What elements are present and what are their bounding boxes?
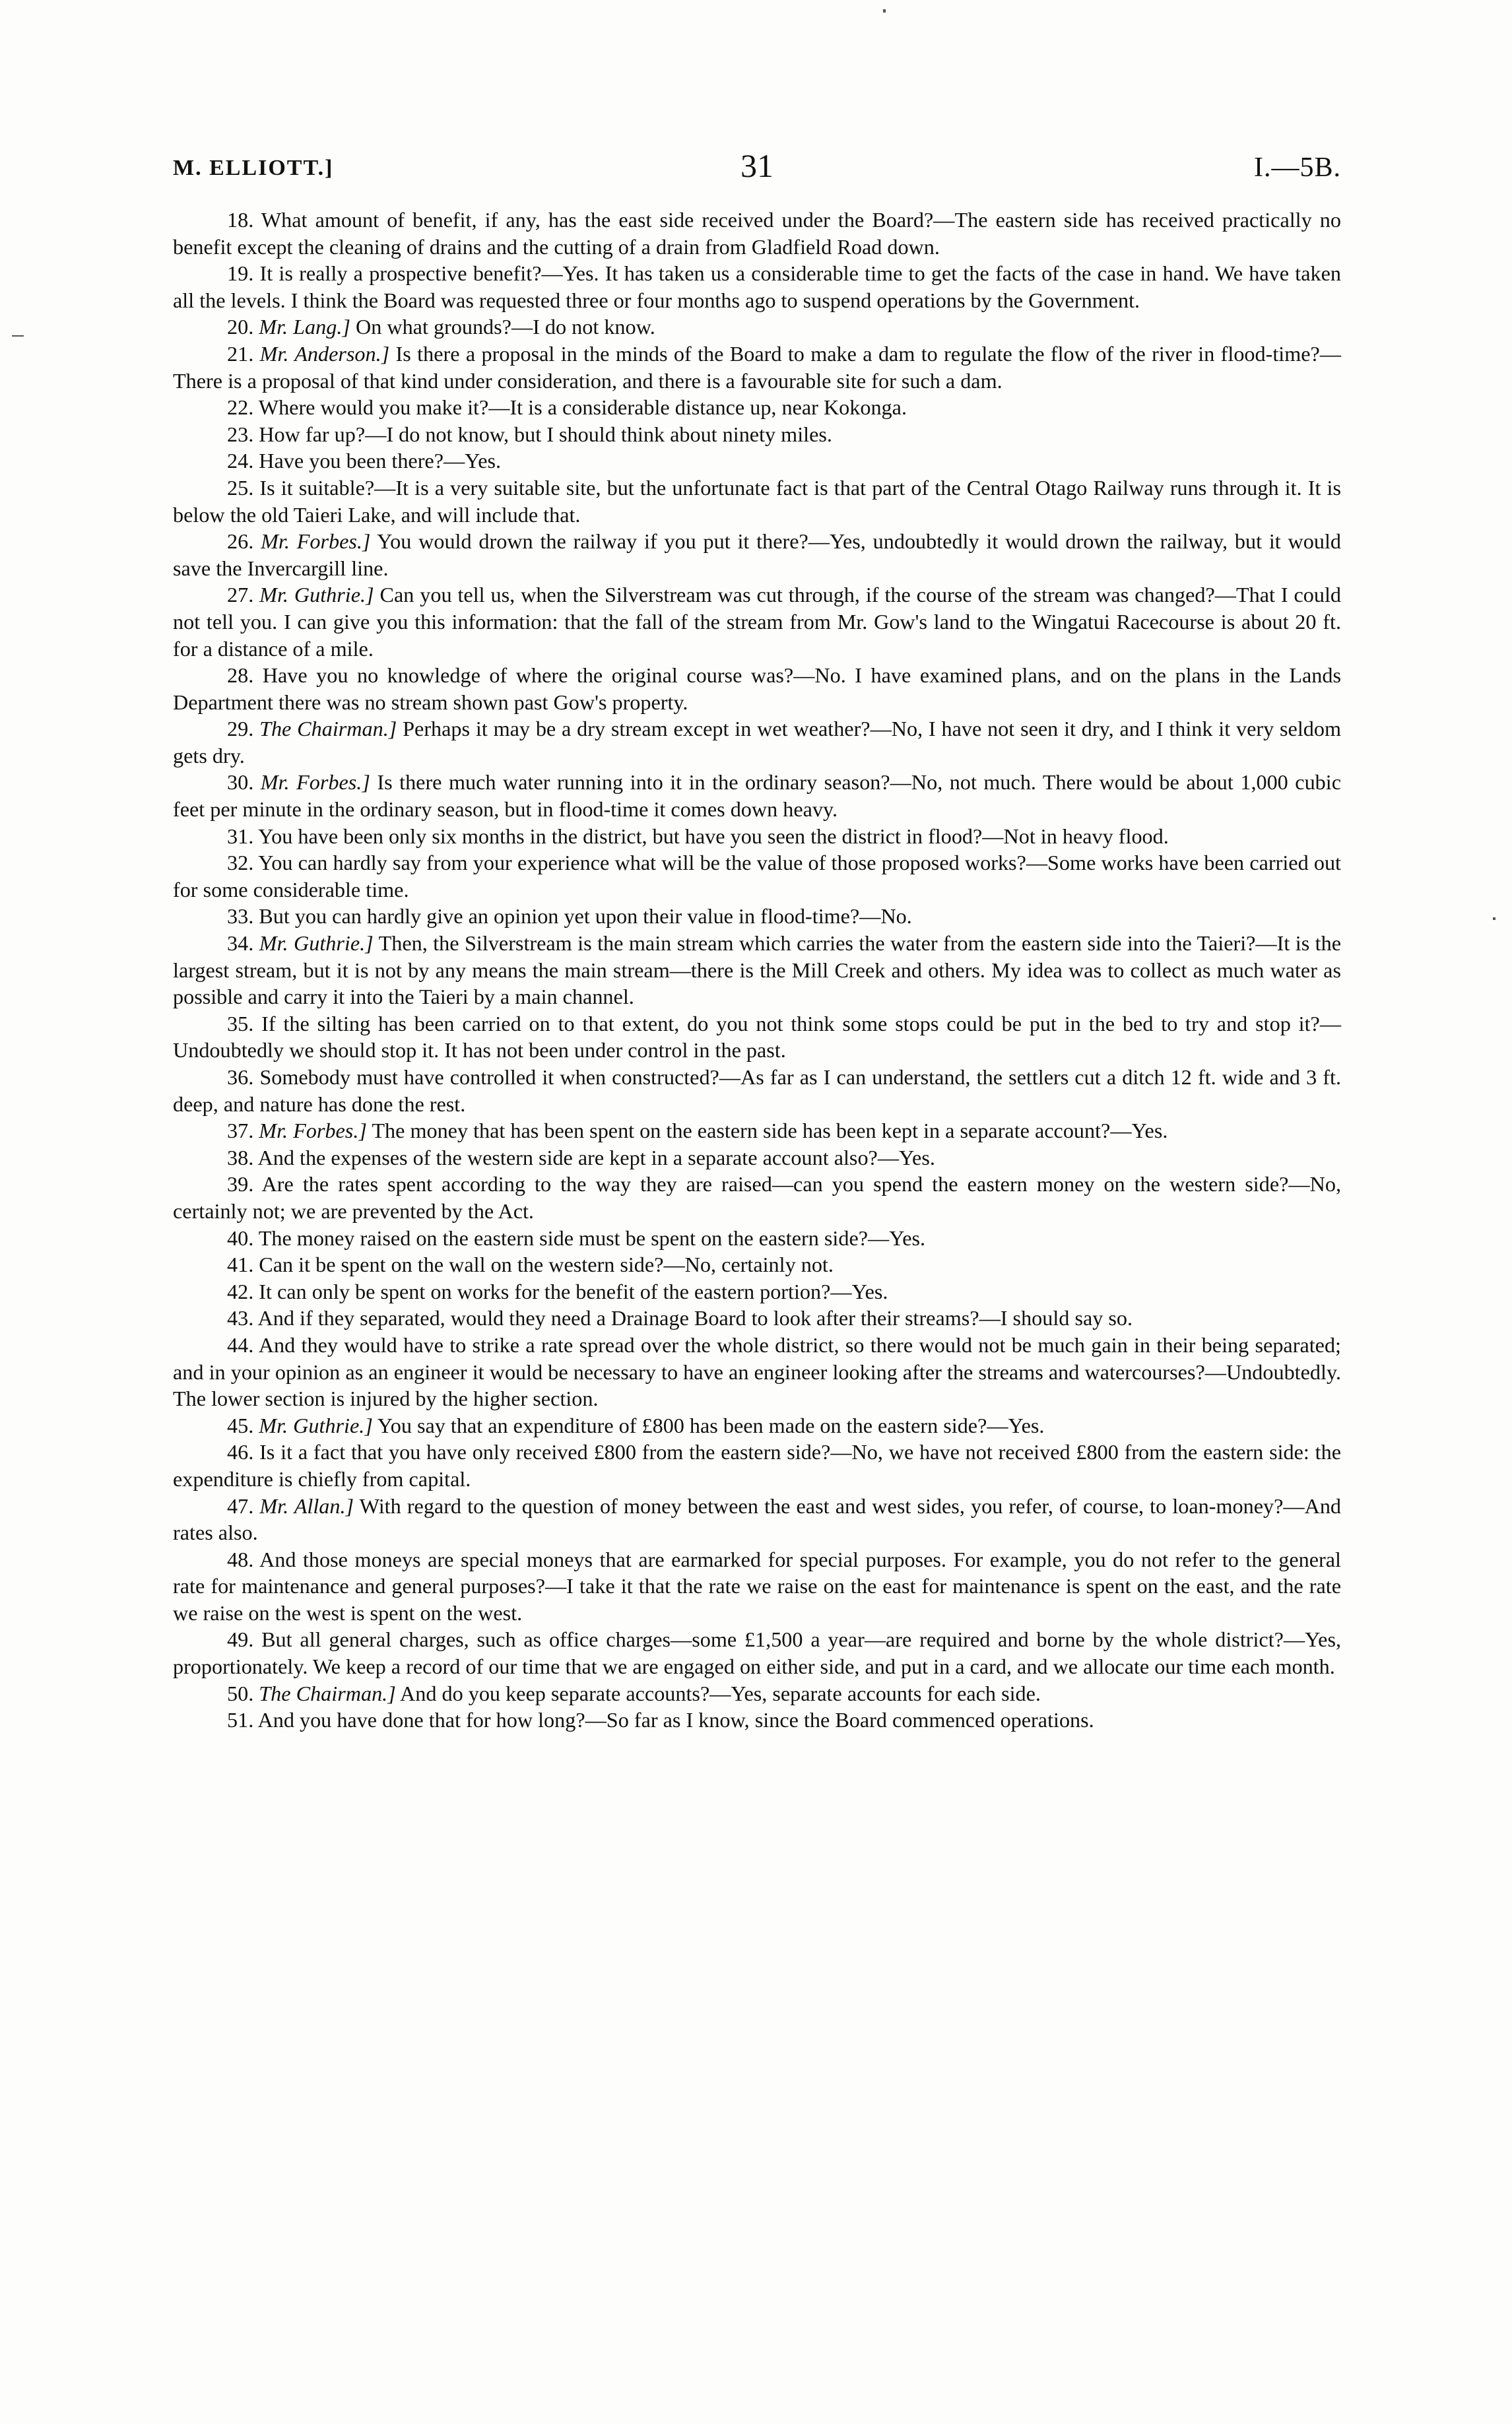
paragraph <box>173 1225 1341 1252</box>
paragraph-text: With regard to the question of money between the east and west sides, you refer, of course, to loan-money?—And rates also. <box>173 1493 1341 1545</box>
paragraph-text: How far up?—I do not know, but I should think about ninety miles. <box>259 422 832 446</box>
header-witness-name: M. ELLIOTT.] <box>173 156 334 180</box>
speaker: The Chairman.] <box>259 717 397 741</box>
paragraph <box>173 1117 1341 1144</box>
testimony-body <box>173 207 1341 1734</box>
paragraph <box>173 394 1341 421</box>
paragraph-text: Have you no knowledge of where the original course was?—No. I have examined plans, and on the plans in the Lands Department there was no stream shown past Gow's property. <box>173 663 1341 714</box>
paragraph-text: You have been only six months in the district, but have you seen the district in flood?—Not in heavy flood. <box>258 824 1169 848</box>
speaker: Mr. Guthrie.] <box>259 583 374 607</box>
paragraph-number: 44. <box>227 1332 254 1357</box>
paragraph <box>173 1412 1341 1439</box>
paragraph-number: 49. <box>227 1627 254 1652</box>
paragraph <box>173 1680 1341 1707</box>
paragraph-text: The money raised on the eastern side must be spent on the eastern side?—Yes. <box>258 1226 926 1250</box>
scan-speck <box>1493 917 1496 920</box>
paragraph-number: 35. <box>227 1011 254 1035</box>
paragraph <box>173 1064 1341 1117</box>
paragraph-number: 28. <box>227 663 254 688</box>
paragraph-text: Is it a fact that you have only received £800 from the eastern side?—No, we have not received £800 from the eastern side: the expenditure is chiefly from capital. <box>173 1440 1342 1491</box>
paragraph-number: 21. <box>227 341 254 366</box>
paragraph-text: Is there a proposal in the minds of the Board to make a dam to regulate the flow of the river in flood-time?—There is a proposal of that kind under consideration, and there is a favourable site for such a dam. <box>173 341 1341 393</box>
page-number: 31 <box>740 147 773 184</box>
paragraph-text: Where would you make it?—It is a considerable distance up, near Kokonga. <box>258 395 907 420</box>
paragraph-number: 19. <box>227 261 254 286</box>
paragraph-text: What amount of benefit, if any, has the east side received under the Board?—The eastern side has received practically no benefit except the cleaning of drains and the cutting of a drain from Gladfield Road down. <box>173 208 1341 259</box>
speaker: Mr. Guthrie.] <box>259 1413 373 1437</box>
paragraph-number: 47. <box>227 1493 254 1518</box>
paragraph-text: You say that an expenditure of £800 has been made on the eastern side?—Yes. <box>377 1413 1045 1437</box>
paragraph-text: Can it be spent on the wall on the western side?—No, certainly not. <box>259 1253 834 1277</box>
speaker: Mr. Anderson.] <box>259 341 390 366</box>
speaker: Mr. Forbes.] <box>261 529 371 554</box>
paragraph-number: 41. <box>227 1253 254 1277</box>
paragraph <box>173 849 1341 903</box>
paragraph-text: Somebody must have controlled it when constructed?—As far as I can understand, the settlers cut a ditch 12 ft. wide and 3 ft. deep, and nature has done the rest. <box>173 1065 1341 1116</box>
paragraph-text: But all general charges, such as office charges—some £1,500 a year—are required and borne by the whole district?—Yes, proportionately. We keep a record of our time that we are engaged on either side, and put in a card, and we allocate our time each month. <box>173 1627 1342 1679</box>
paragraph <box>173 475 1341 528</box>
paragraph-text: And do you keep separate accounts?—Yes, separate accounts for each side. <box>400 1681 1041 1705</box>
paragraph <box>173 1010 1341 1064</box>
paragraph-number: 37. <box>227 1119 254 1143</box>
paragraph-number: 30. <box>227 770 254 795</box>
paragraph-number: 32. <box>227 851 254 875</box>
paragraph-text: If the silting has been carried on to that extent, do you not think some stops could be put in the bed to try and stop it?—Undoubtedly we should stop it. It has not been under control in the past. <box>173 1011 1342 1063</box>
paragraph-number: 18. <box>227 208 254 232</box>
paragraph <box>173 1278 1341 1305</box>
paragraph <box>173 313 1341 341</box>
paragraph <box>173 421 1341 448</box>
paragraph-number: 22. <box>227 395 254 420</box>
paragraph <box>173 207 1341 260</box>
speaker: Mr. Lang.] <box>259 315 350 339</box>
paragraph-number: 43. <box>227 1306 254 1330</box>
paragraph-text: Perhaps it may be a dry stream except in wet weather?—No, I have not seen it dry, and I think it very seldom gets dry. <box>173 717 1342 768</box>
paragraph-text: Can you tell us, when the Silverstream was cut through, if the course of the stream was changed?—That I could not tell you. I can give you this information: that the fall of the stream from Mr. Gow's land to the Wingatui Racecourse is about 20 ft. for a distance of a mile. <box>173 583 1342 661</box>
paragraph-number: 29. <box>227 717 254 741</box>
paragraph-number: 42. <box>227 1279 254 1303</box>
paragraph <box>173 1626 1341 1680</box>
paragraph-text: Is there much water running into it in the ordinary season?—No, not much. There would be about 1,000 cubic feet per minute in the ordinary season, but in flood-time it comes down heavy. <box>173 770 1341 822</box>
speaker: The Chairman.] <box>259 1681 396 1705</box>
paragraph <box>173 1251 1341 1278</box>
paragraph <box>173 715 1341 769</box>
paragraph-text: And the expenses of the western side are kept in a separate account also?—Yes. <box>257 1145 935 1169</box>
paragraph-text: And you have done that for how long?—So far as I know, since the Board commenced operations. <box>257 1708 1094 1732</box>
paragraph <box>173 823 1341 850</box>
paragraph <box>173 769 1341 822</box>
paragraph-number: 23. <box>227 422 254 446</box>
paragraph-number: 24. <box>227 449 254 473</box>
paragraph <box>173 1546 1341 1627</box>
paragraph-number: 50. <box>227 1681 254 1705</box>
document-reference: I.—5B. <box>1254 152 1341 183</box>
paragraph <box>173 1305 1341 1332</box>
paragraph-number: 38. <box>227 1145 254 1169</box>
scan-speck <box>883 9 886 13</box>
paragraph-text: But you can hardly give an opinion yet upon their value in flood-time?—No. <box>259 904 912 929</box>
paragraph-text: And those moneys are special moneys that are earmarked for special purposes. For example, you do not refer to the general rate for maintenance and general purposes?—I take it that the rate we raise on the east for maintenance is spent on the east, and the rate we raise on the west is spent on the west. <box>173 1547 1341 1625</box>
paragraph-text: It can only be spent on works for the benefit of the eastern portion?—Yes. <box>259 1279 888 1303</box>
paragraph <box>173 662 1341 715</box>
paragraph-text: The money that has been spent on the eastern side has been kept in a separate account?—Yes. <box>372 1119 1168 1143</box>
scan-speck <box>12 335 24 337</box>
paragraph <box>173 341 1341 394</box>
paragraph-text: On what grounds?—I do not know. <box>355 315 655 339</box>
paragraph-text: And they would have to strike a rate spread over the whole district, so there would not be much gain in their being separated; and in your opinion as an engineer it would be necessary to have an engineer looking after the streams and watercourses?—Undoubtedly. The lower section is injured by the higher section. <box>173 1332 1341 1411</box>
paragraph-number: 25. <box>227 475 254 500</box>
paragraph <box>173 447 1341 475</box>
paragraph-text: Are the rates spent according to the way they are raised—can you spend the eastern money on the western side?—No, certainly not; we are prevented by the Act. <box>173 1172 1341 1223</box>
speaker: Mr. Allan.] <box>259 1493 354 1518</box>
paragraph-text: You would drown the railway if you put it there?—Yes, undoubtedly it would drown the railway, but it would save the Invercargill line. <box>173 529 1342 580</box>
paragraph <box>173 1707 1341 1734</box>
speaker: Mr. Forbes.] <box>259 1119 367 1143</box>
paragraph-number: 20. <box>227 315 254 339</box>
paragraph <box>173 1332 1341 1412</box>
paragraph-number: 46. <box>227 1440 254 1464</box>
paragraph <box>173 903 1341 930</box>
paragraph-number: 48. <box>227 1547 254 1571</box>
paragraph-number: 51. <box>227 1708 254 1732</box>
page-header <box>173 147 1341 193</box>
paragraph <box>173 1493 1341 1546</box>
paragraph-number: 39. <box>227 1172 254 1196</box>
paragraph-number: 27. <box>227 583 254 607</box>
speaker: Mr. Guthrie.] <box>259 931 374 956</box>
paragraph-number: 45. <box>227 1413 254 1437</box>
paragraph-number: 31. <box>227 824 254 848</box>
paragraph <box>173 260 1341 313</box>
paragraph-text: You can hardly say from your experience what will be the value of those proposed works?—Some works have been carried out for some considerable time. <box>173 851 1341 901</box>
paragraph <box>173 1439 1341 1492</box>
paragraph-text: Have you been there?—Yes. <box>259 449 502 473</box>
paragraph-number: 40. <box>227 1226 254 1250</box>
paragraph <box>173 581 1341 662</box>
paragraph-number: 34. <box>227 931 254 956</box>
paragraph-text: And if they separated, would they need a Drainage Board to look after their streams?—I should say so. <box>257 1306 1133 1330</box>
paragraph-number: 33. <box>227 904 254 929</box>
paragraph-text: Is it suitable?—It is a very suitable site, but the unfortunate fact is that part of the Central Otago Railway runs through it. It is below the old Taieri Lake, and will include that. <box>173 475 1341 527</box>
paragraph <box>173 1171 1341 1224</box>
paragraph <box>173 1144 1341 1171</box>
paragraph-number: 26. <box>227 529 254 554</box>
speaker: Mr. Forbes.] <box>260 770 370 795</box>
paragraph-text: It is really a prospective benefit?—Yes. It has taken us a considerable time to get the facts of the case in hand. We have taken all the levels. I think the Board was requested three or four months ago to suspend operations by the Government. <box>173 261 1342 312</box>
paragraph <box>173 528 1341 581</box>
paragraph-number: 36. <box>227 1065 254 1089</box>
paragraph-text: Then, the Silverstream is the main stream which carries the water from the eastern side into the Taieri?—It is the largest stream, but it is not by any means the main stream—there is the Mill Creek and others. My idea was to collect as much water as possible and carry it into the Taieri by a main channel. <box>173 931 1342 1009</box>
paragraph <box>173 930 1341 1010</box>
